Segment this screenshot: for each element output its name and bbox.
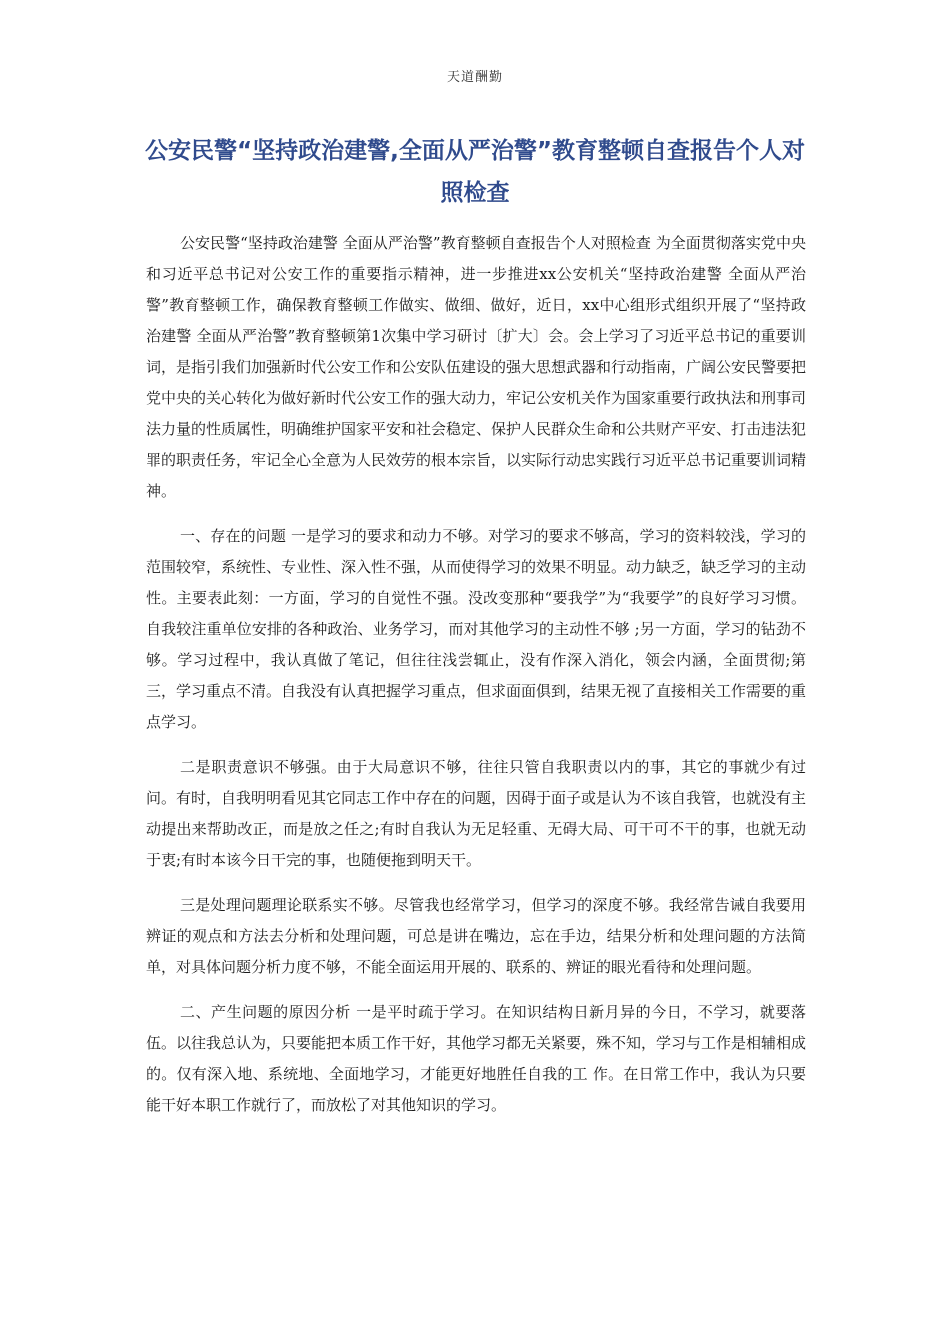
document-body xyxy=(146,228,806,1135)
paragraph-intro: 公安民警“坚持政治建警 全面从严治警”教育整顿自查报告个人对照检查 为全面贯彻落实党中央和习近平总书记对公安工作的重要指示精神，进一步推进xx公安机关“坚持政治建警 全面从严治警”教育整顿工作，确保教育整顿工作做实、做细、做好，近日，xx中心组形式组织开展了“坚持政治建警 全面从严治警”教育整顿第1次集中学习研讨〔扩大〕会。会上学习了习近平总书记的重要训词，是指引我们加强新时代公安工作和公安队伍建设的强大思想武器和行动指南，广阔公安民警要把党中央的关心转化为做好新时代公安工作的强大动力，牢记公安机关作为国家重要行政执法和刑事司法力量的性质属性，明确维护国家平安和社会稳定、保护人民群众生命和公共财产平安、打击违法犯罪的职责任务，牢记全心全意为人民效劳的根本宗旨，以实际行动忠实践行习近平总书记重要训词精神。 xyxy=(146,234,807,500)
paragraph-cause-analysis: 二、产生问题的原因分析 一是平时疏于学习。在知识结构日新月异的今日，不学习，就要落伍。以往我总认为，只要能把本质工作干好，其他学习都无关紧要，殊不知，学习与工作是相辅相成的。仅有深入地、系统地、全面地学习，才能更好地胜任自我的工 作。在日常工作中，我认为只要能干好本职工作就行了，而放松了对其他知识的学习。 xyxy=(146,1003,807,1114)
paragraph-responsibility: 二是职责意识不够强。由于大局意识不够，往往只管自我职责以内的事，其它的事就少有过问。有时，自我明明看见其它同志工作中存在的问题，因碍于面子或是认为不该自我管，也就没有主动提出来帮助改正，而是放之任之;有时自我认为无足轻重、无碍大局、可干可不干的事，也就无动于衷;有时本该今日干完的事，也随便拖到明天干。 xyxy=(146,758,807,869)
document-title: 公安民警“坚持政治建警,全面从严治警”教育整顿自查报告个人对照检查 xyxy=(145,138,805,206)
page-header: 天道酬勤 xyxy=(446,70,503,85)
paragraph-theory-practice: 三是处理问题理论联系实不够。尽管我也经常学习，但学习的深度不够。我经常告诫自我要用辨证的观点和方法去分析和处理问题，可总是讲在嘴边，忘在手边，结果分析和处理问题的方法简单，对具体问题分析力度不够，不能全面运用开展的、联系的、辨证的眼光看待和处理问题。 xyxy=(146,896,806,976)
paragraph-problems: 一、存在的问题 一是学习的要求和动力不够。对学习的要求不够高，学习的资料较浅，学习的范围较窄，系统性、专业性、深入性不强，从而使得学习的效果不明显。动力缺乏，缺乏学习的主动性。主要表此刻：一方面，学习的自觉性不强。没改变那种“要我学”为“我要学”的良好学习习惯。自我较注重单位安排的各种政治、业务学习，而对其他学习的主动性不够 ;另一方面，学习的钻劲不够。学习过程中，我认真做了笔记，但往往浅尝辄止，没有作深入消化，领会内涵，全面贯彻;第三，学习重点不清。自我没有认真把握学习重点，但求面面俱到，结果无视了直接相关工作需要的重点学习。 xyxy=(146,527,807,731)
